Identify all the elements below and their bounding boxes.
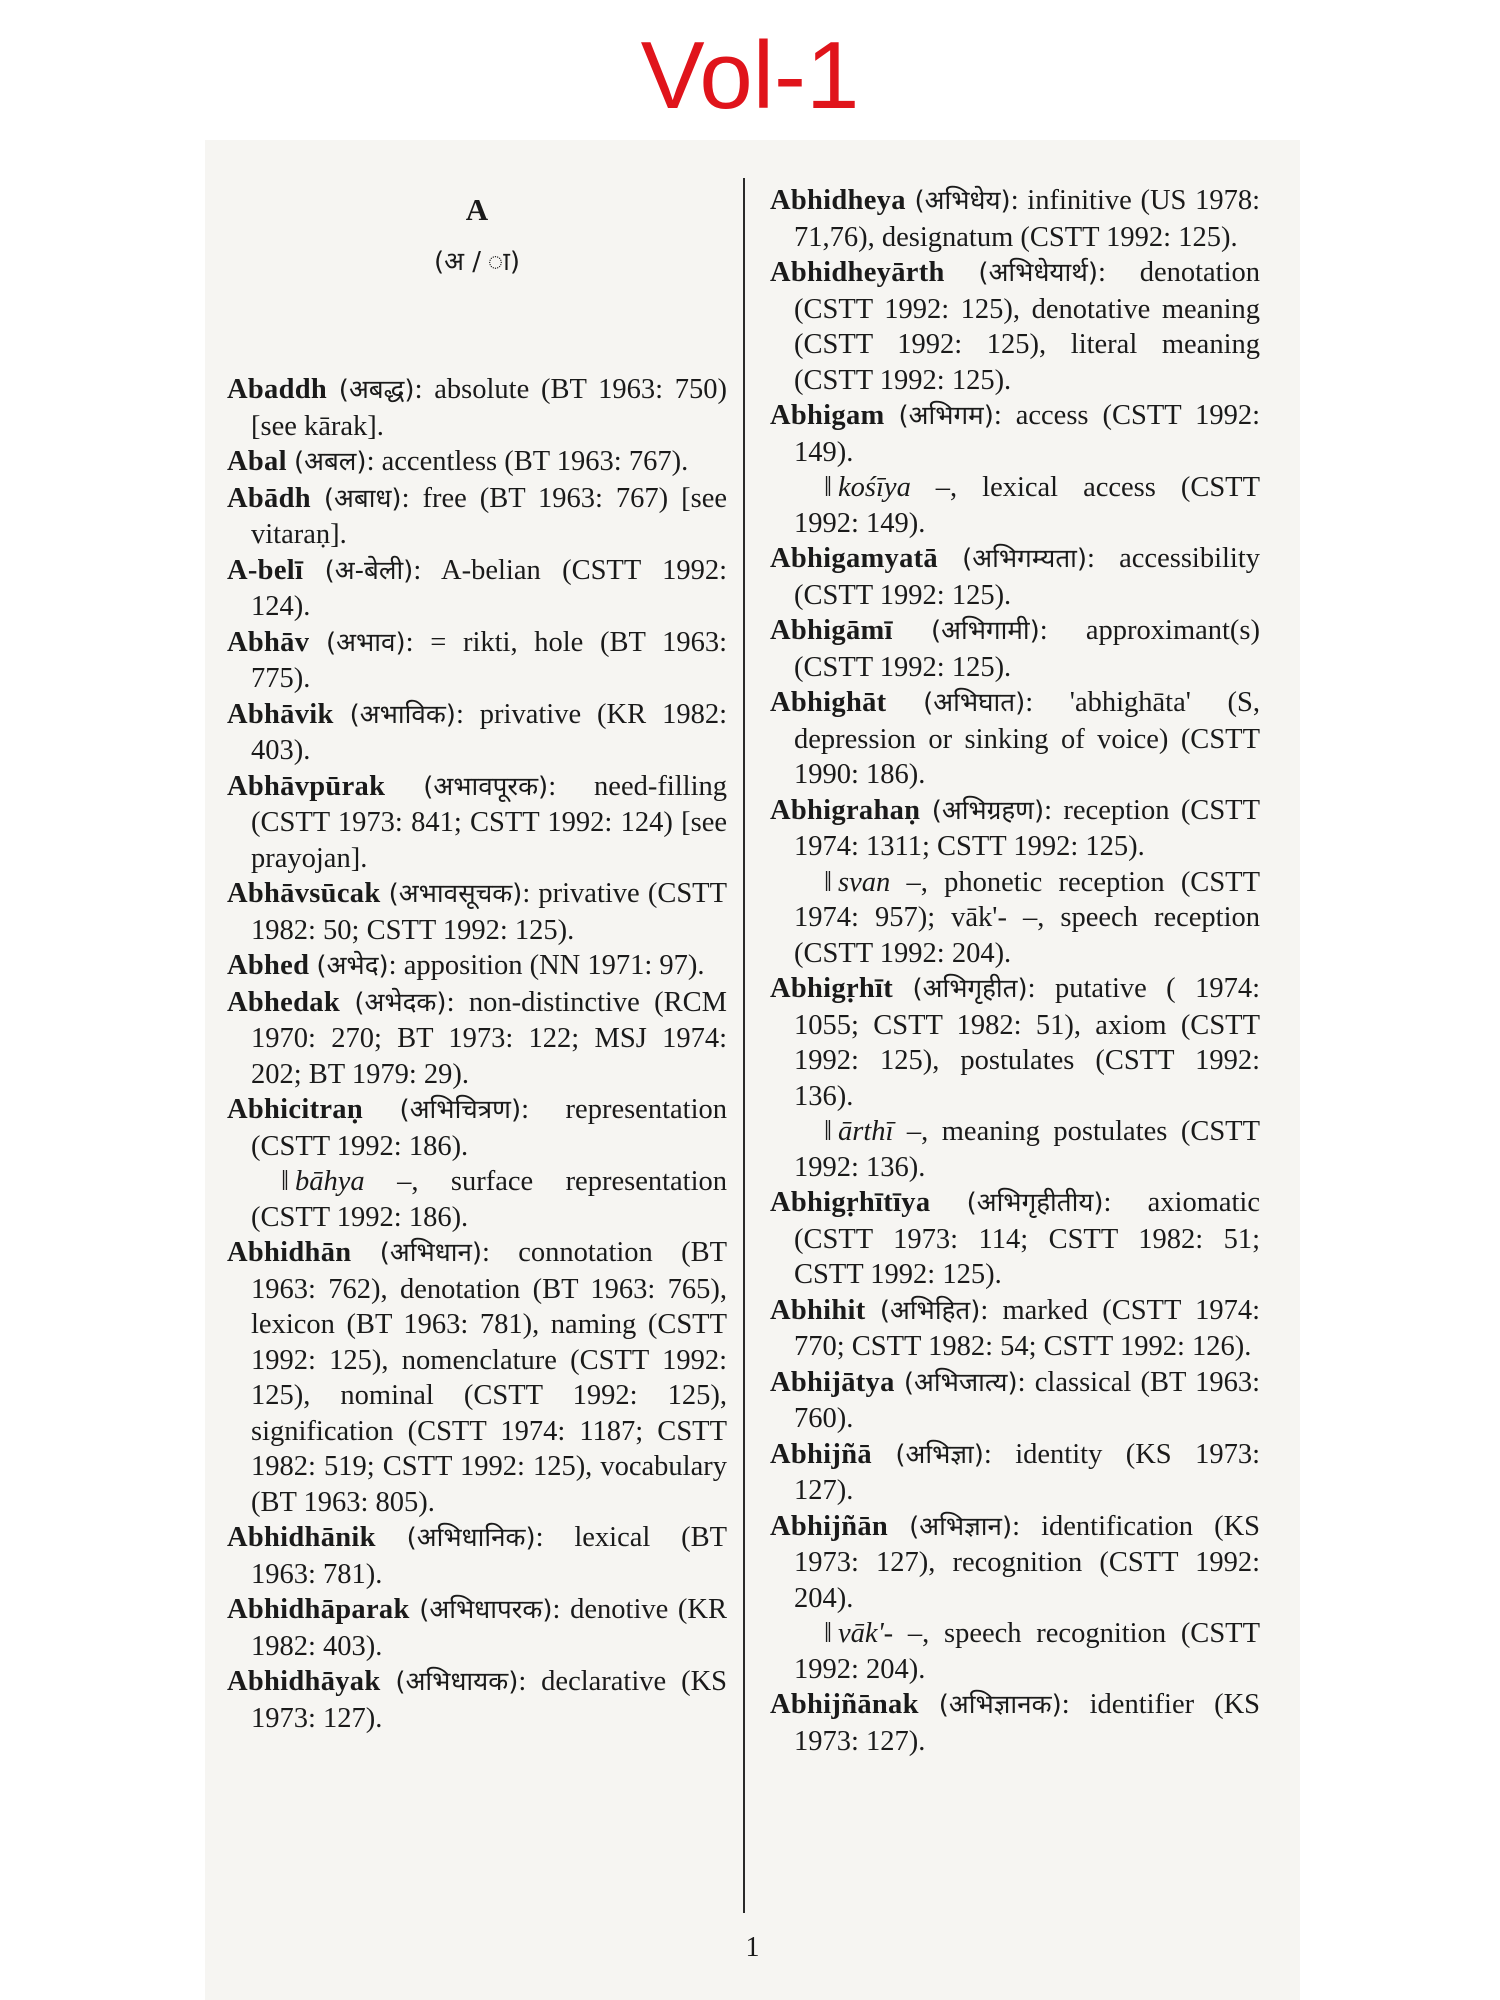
entry-headword: Abhāvsūcak — [227, 878, 381, 909]
dictionary-entry — [227, 625, 727, 697]
dictionary-entry — [770, 255, 1260, 398]
entry-headword: Abhidhānik — [227, 1522, 376, 1553]
entry-devanagari: (अभाविक) — [349, 699, 456, 730]
page-number: 1 — [745, 1932, 760, 1963]
dictionary-entry — [227, 372, 727, 444]
entry-definition: : accessibility (CSTT 1992: 125). — [794, 543, 1261, 611]
entry-headword: Abhidhān — [227, 1237, 352, 1268]
dictionary-entry — [770, 1437, 1260, 1509]
entry-headword: Abhihit — [770, 1294, 866, 1326]
sub-entry-text: –, lexical access (CSTT 1992: 149). — [794, 472, 1260, 539]
entry-definition: : apposition (NN 1971: 97). — [388, 950, 705, 981]
dictionary-entry — [227, 444, 727, 481]
dictionary-entry — [770, 398, 1260, 470]
entry-headword: Abhāv — [227, 626, 310, 658]
entry-headword: Abhigrahaṇ — [770, 794, 921, 826]
dictionary-entry — [770, 685, 1260, 793]
entry-devanagari: (अभिधानिक) — [406, 1523, 536, 1553]
dictionary-entry — [227, 1664, 727, 1736]
entry-definition: : denotive (KR 1982: 403). — [251, 1594, 728, 1662]
entry-devanagari: (अभिज्ञान) — [909, 1511, 1013, 1542]
sub-entry-term: svan — [838, 866, 891, 898]
entry-devanagari: (अभिगृहीतीय) — [966, 1188, 1104, 1218]
entry-devanagari: (अभिहित) — [879, 1295, 981, 1326]
dictionary-entry — [227, 769, 727, 877]
entry-definition: : connotation (BT 1963: 762), denotation (BT 1963: 765), lexicon (BT 1963: 781), naming (CSTT 1992: 125), nomenclature (CSTT 1992: 125), nominal (CSTT 1992: 125), signification (CSTT 1974: 1187; CSTT 1982: 519; CSTT 1992: 125), vocabulary (BT 1963: 805). — [251, 1237, 727, 1518]
dictionary-entry — [227, 697, 727, 769]
entry-definition: : identifier (KS 1973: 127). — [794, 1689, 1261, 1757]
entry-devanagari: (अभावसूचक) — [388, 879, 523, 909]
sub-entry — [770, 470, 1260, 541]
sub-entry — [227, 1164, 727, 1235]
volume-title: Vol-1 — [640, 22, 860, 129]
sub-entry-marker: ‖ — [824, 866, 833, 898]
dictionary-entry — [770, 1687, 1260, 1759]
entry-definition: : non-distinctive (RCM 1970: 270; BT 1973: 122; MSJ 1974: 202; BT 1979: 29). — [251, 986, 728, 1090]
entry-definition: : identification (KS 1973: 127), recognition (CSTT 1992: 204). — [794, 1510, 1261, 1614]
entry-definition: : lexical (BT 1963: 781). — [251, 1522, 728, 1590]
entry-headword: Abhidhāyak — [227, 1666, 381, 1697]
dictionary-entry — [227, 1235, 727, 1520]
entry-definition: : marked (CSTT 1974: 770; CSTT 1982: 54; CSTT 1992: 126). — [794, 1294, 1261, 1362]
dictionary-entry — [770, 1509, 1260, 1617]
sub-entry-term: kośīya — [838, 472, 911, 503]
entry-definition: : axiomatic (CSTT 1973: 114; CSTT 1982: 51; CSTT 1992: 125). — [794, 1187, 1261, 1290]
dictionary-entry — [770, 613, 1260, 685]
entry-headword: Abhijñā — [770, 1438, 872, 1470]
entry-definition: : reception (CSTT 1974: 1311; CSTT 1992: 125). — [794, 794, 1260, 862]
dictionary-entry — [227, 948, 727, 985]
dictionary-entry — [227, 1520, 727, 1592]
dictionary-entry — [770, 793, 1260, 865]
entry-definition: : absolute (BT 1963: 750) [see kārak]. — [251, 374, 728, 442]
entry-devanagari: (अ-बेली) — [324, 555, 414, 586]
entry-headword: Abhedak — [227, 986, 340, 1018]
entry-headword: Abhigam — [770, 400, 885, 431]
sub-entry-term: vāk'- — [838, 1618, 894, 1649]
dictionary-entry — [227, 985, 727, 1093]
entry-definition: : declarative (KS 1973: 127). — [251, 1666, 727, 1734]
entry-headword: Abhed — [227, 950, 310, 981]
entry-headword: Abal — [227, 446, 287, 477]
entry-devanagari: (अभाव) — [325, 627, 406, 658]
sub-entry-text: –, speech recognition (CSTT 1992: 204). — [794, 1618, 1260, 1685]
entry-devanagari: (अभिधेयार्थ) — [978, 258, 1099, 288]
section-devanagari: (अ / ा) — [433, 247, 521, 277]
entry-headword: A-belī — [227, 554, 304, 586]
dictionary-entry — [227, 1092, 727, 1164]
sub-entry-text: –, surface representation (CSTT 1992: 186). — [251, 1166, 727, 1233]
entry-headword: Abhigamyatā — [770, 543, 938, 574]
entry-headword: Abhighāt — [770, 687, 887, 718]
entry-headword: Abhijātya — [770, 1366, 895, 1398]
left-entry-list — [227, 372, 727, 1736]
dictionary-entry — [770, 183, 1260, 255]
entry-devanagari: (अभिधान) — [379, 1238, 483, 1268]
entry-devanagari: (अभिज्ञानक) — [938, 1690, 1062, 1720]
dictionary-entry — [770, 1365, 1260, 1437]
right-entry-list — [770, 183, 1260, 1759]
entry-headword: Abhidhāparak — [227, 1594, 410, 1625]
entry-devanagari: (अभिजात्य) — [903, 1367, 1018, 1398]
sub-entry-marker: ‖ — [281, 1166, 290, 1197]
sub-entry — [770, 1616, 1260, 1687]
sub-entry — [770, 1114, 1260, 1185]
sub-entry-term: bāhya — [295, 1166, 365, 1197]
dictionary-entry — [227, 1592, 727, 1664]
entry-definition: : identity (KS 1973: 127). — [794, 1438, 1260, 1506]
entry-devanagari: (अबाध) — [323, 483, 402, 514]
entry-devanagari: (अभेदक) — [354, 987, 447, 1018]
sub-entry-text: –, phonetic reception (CSTT 1974: 957); vāk'- –, speech reception (CSTT 1992: 204). — [794, 866, 1260, 969]
entry-definition: : 'abhighāta' (S, depression or sinking of voice) (CSTT 1990: 186). — [794, 687, 1260, 790]
entry-headword: Abhāvik — [227, 698, 334, 730]
entry-devanagari: (अभिगृहीत) — [912, 974, 1028, 1004]
entry-headword: Abhigṛhītīya — [770, 1187, 931, 1218]
entry-devanagari: (अभावपूरक) — [423, 771, 549, 802]
entry-definition: : representation (CSTT 1992: 186). — [251, 1094, 727, 1162]
dictionary-entry — [770, 1185, 1260, 1293]
entry-definition: : access (CSTT 1992: 149). — [794, 400, 1260, 468]
entry-definition: : need-filling (CSTT 1973: 841; CSTT 1992: 124) [see prayojan]. — [251, 770, 728, 874]
entry-devanagari: (अभिगम्यता) — [962, 544, 1088, 574]
sub-entry-term: ārthī — [838, 1116, 894, 1147]
entry-definition: : A-belian (CSTT 1992: 124). — [251, 554, 727, 622]
entry-devanagari: (अभिग्रहण) — [931, 795, 1045, 826]
entry-devanagari: (अभिधेय) — [914, 186, 1011, 216]
entry-definition: : = rikti, hole (BT 1963: 775). — [251, 626, 727, 694]
entry-definition: : privative (KR 1982: 403). — [251, 698, 727, 766]
section-letter: A — [465, 192, 489, 227]
entry-headword: Abhigāmī — [770, 615, 893, 646]
entry-devanagari: (अभिघात) — [923, 688, 1026, 718]
dictionary-entry — [770, 541, 1260, 613]
entry-devanagari: (अभिधायक) — [395, 1667, 519, 1697]
entry-definition: : approximant(s) (CSTT 1992: 125). — [794, 615, 1260, 683]
entry-headword: Abaddh — [227, 374, 328, 405]
sub-entry-marker: ‖ — [824, 472, 833, 503]
right-column — [770, 183, 1260, 1759]
dictionary-entry — [770, 971, 1260, 1114]
entry-headword: Abhijñān — [770, 1510, 889, 1542]
entry-headword: Abādh — [227, 482, 311, 514]
entry-headword: Abhijñānak — [770, 1689, 919, 1720]
entry-headword: Abhicitraṇ — [227, 1094, 364, 1125]
dictionary-entry — [770, 1293, 1260, 1365]
sub-entry-marker: ‖ — [824, 1618, 833, 1649]
entry-devanagari: (अभेद) — [316, 951, 389, 981]
entry-definition: : free (BT 1963: 767) [see vitaraṇ]. — [251, 482, 728, 550]
left-column — [227, 180, 727, 1736]
entry-definition: : infinitive (US 1978: 71,76), designatum (CSTT 1992: 125). — [794, 185, 1260, 253]
entry-definition: : classical (BT 1963: 760). — [794, 1366, 1260, 1434]
entry-definition: : accentless (BT 1963: 767). — [366, 446, 689, 477]
entry-definition: : denotation (CSTT 1992: 125), denotative meaning (CSTT 1992: 125), literal meaning (CSTT 1992: 125). — [794, 257, 1260, 396]
entry-devanagari: (अबद्ध) — [338, 375, 415, 405]
sub-entry-text: –, meaning postulates (CSTT 1992: 136). — [794, 1116, 1260, 1183]
entry-headword: Abhidheya — [770, 185, 906, 216]
dictionary-entry — [227, 553, 727, 625]
sub-entry-marker: ‖ — [824, 1116, 833, 1147]
entry-devanagari: (अबल) — [293, 447, 367, 477]
entry-devanagari: (अभिगामी) — [930, 616, 1040, 646]
dictionary-entry — [227, 876, 727, 948]
entry-devanagari: (अभिगम) — [898, 401, 994, 431]
entry-headword: Abhidheyārth — [770, 257, 945, 288]
entry-devanagari: (अभिधापरक) — [419, 1595, 553, 1625]
entry-definition: : privative (CSTT 1982: 50; CSTT 1992: 125). — [251, 878, 728, 946]
entry-definition: : putative ( 1974: 1055; CSTT 1982: 51), axiom (CSTT 1992: 125), postulates (CSTT 1992: 136). — [794, 973, 1260, 1112]
sub-entry — [770, 865, 1260, 972]
entry-devanagari: (अभिज्ञा) — [895, 1439, 984, 1470]
entry-devanagari: (अभिचित्रण) — [399, 1095, 522, 1125]
entry-headword: Abhigṛhīt — [770, 973, 894, 1004]
column-divider — [743, 178, 745, 1913]
dictionary-page — [205, 140, 1300, 2000]
entry-headword: Abhāvpūrak — [227, 770, 386, 802]
dictionary-entry — [227, 481, 727, 553]
